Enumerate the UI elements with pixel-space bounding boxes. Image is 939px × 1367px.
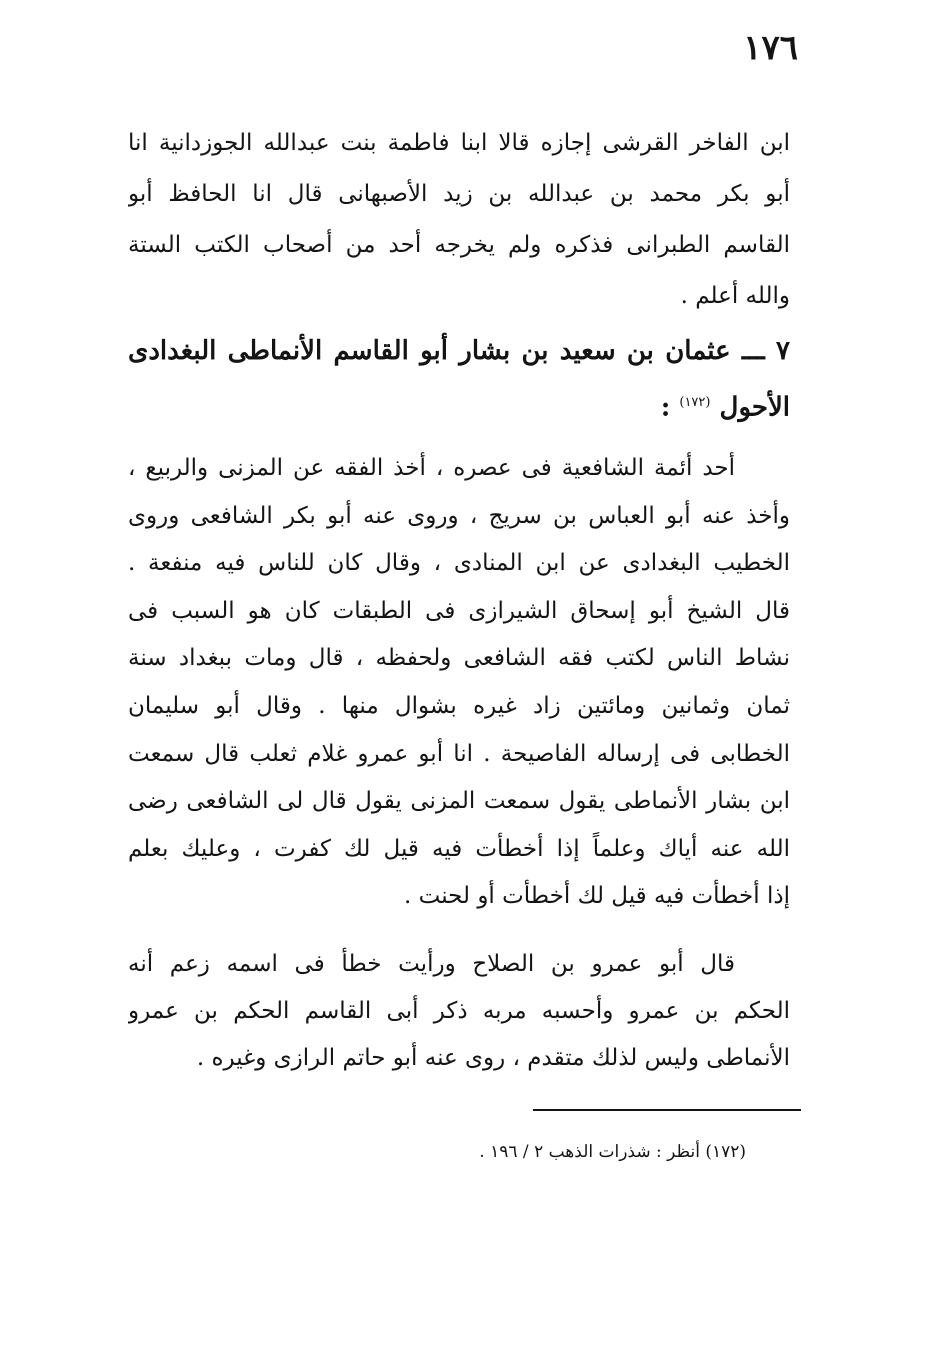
footnote: (١٧٢) أنظر : شذرات الذهب ٢ / ١٩٦ .: [479, 1142, 746, 1162]
heading-colon: :: [660, 392, 680, 423]
text-line: أبو بكر محمد بن عبدالله بن زيد الأصبهانى قال انا الحافظ أبو: [128, 181, 790, 207]
page-number: ١٧٦: [743, 28, 798, 68]
text-line: الحكم بن عمرو وأحسبه مربه ذكر أبى القاسم الحكم بن عمرو: [128, 998, 790, 1024]
text-line: قال أبو عمرو بن الصلاح ورأيت خطأ فى اسمه زعم أنه: [128, 951, 735, 977]
paragraph-biography: [128, 445, 790, 921]
text-line: الخطابى فى إرساله الفاصيحة . انا أبو عمرو غلام ثعلب قال سمعت: [128, 740, 790, 767]
text-line: ابن الفاخر القرشى إجازه قالا ابنا فاطمة بنت عبدالله الجوزدانية انا: [128, 130, 790, 156]
heading-name-end: الأحول: [719, 392, 790, 423]
text-line: ابن بشار الأنماطى يقول سمعت المزنى يقول قال لى الشافعى رضى: [128, 788, 790, 815]
text-line: الخطيب البغدادى عن ابن المنادى ، وقال كان للناس فيه منفعة .: [128, 550, 790, 577]
entry-heading: [128, 326, 790, 434]
text-line: أحد أئمة الشافعية فى عصره ، أخذ الفقه عن المزنى والربيع ،: [128, 455, 735, 481]
heading-line: [128, 377, 790, 434]
text-line: والله أعلم .: [680, 283, 790, 309]
text-line: القاسم الطبرانى فذكره ولم يخرجه أحد من أصحاب الكتب الستة: [128, 232, 790, 258]
footnote-reference: (١٧٢): [679, 395, 711, 410]
paragraph-note: [128, 941, 790, 1082]
text-line: ثمان وثمانين ومائتين زاد غيره بشوال منها . وقال أبو سليمان: [128, 692, 790, 719]
text-line: إذا أخطأت فيه قيل لك أخطأت أو لحنت .: [404, 883, 790, 910]
text-line: قال الشيخ أبو إسحاق الشيرازى فى الطبقات كان هو السبب فى: [128, 597, 790, 624]
text-line: الله عنه أياك وعلماً إذا أخطأت فيه قيل لك كفرت ، وعليك بعلم: [128, 835, 790, 862]
paragraph-continued: [128, 118, 790, 322]
heading-line: ٧ ـــ عثمان بن سعيد بن بشار أبو القاسم الأنماطى البغدادى: [128, 336, 790, 366]
text-line: نشاط الناس لكتب فقه الشافعى ولحفظه ، قال ومات ببغداد سنة: [128, 645, 790, 672]
text-line: الأنماطى وليس لذلك متقدم ، روى عنه أبو حاتم الرازى وغيره .: [196, 1045, 790, 1071]
text-line: وأخذ عنه أبو العباس بن سريج ، وروى عنه أبو بكر الشافعى وروى: [128, 502, 790, 529]
footnote-divider: [533, 1109, 801, 1111]
